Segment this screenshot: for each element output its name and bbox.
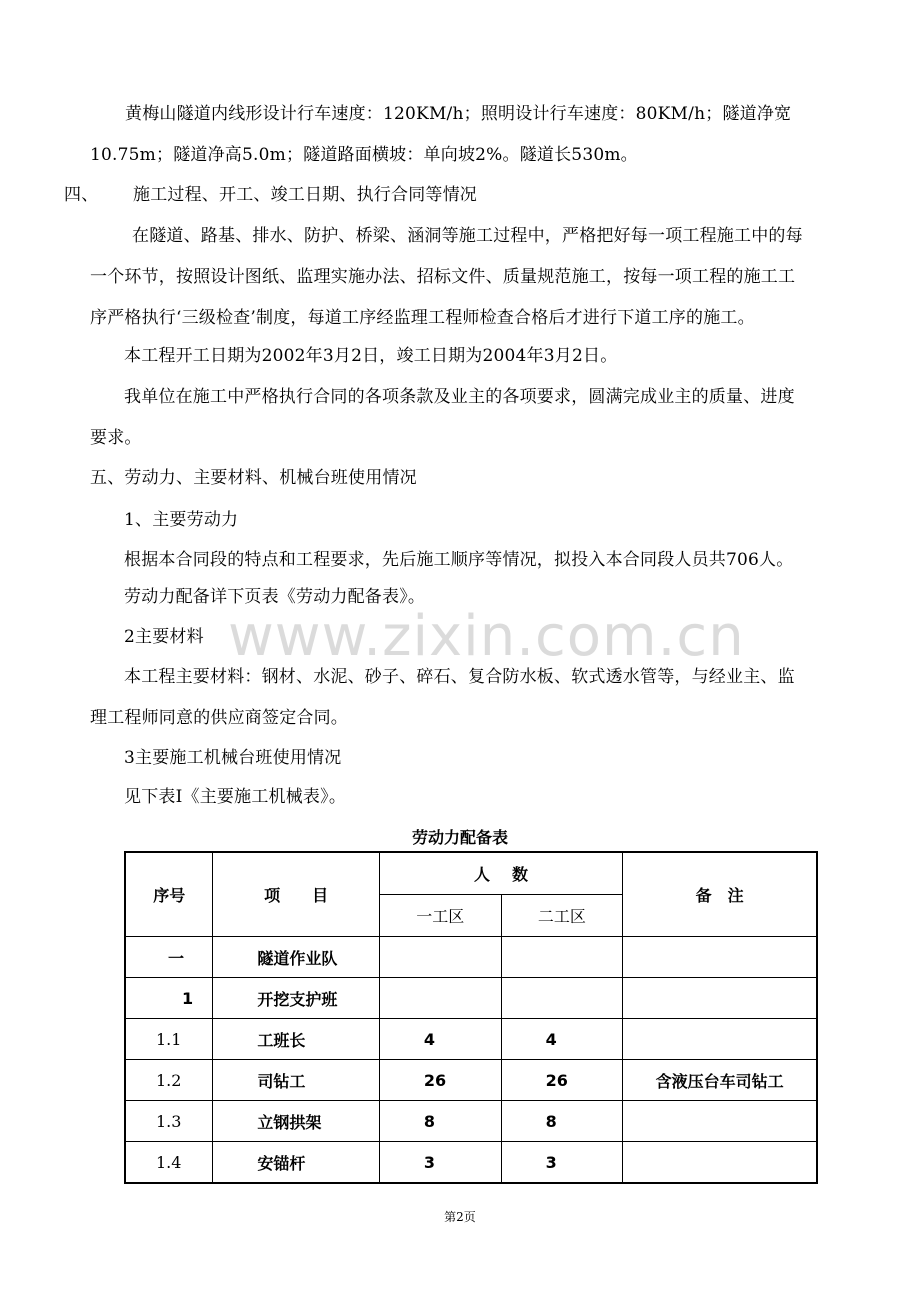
row-zone2: 3 (501, 1142, 623, 1184)
paragraph-line: 我单位在施工中严格执行合同的各项条款及业主的各项要求，圆满完成业主的质量、进度 (124, 387, 795, 407)
row-zone2 (501, 937, 623, 978)
paragraph-line: 见下表Ⅰ《主要施工机械表》。 (124, 787, 347, 807)
labor-allocation-table (124, 851, 818, 1184)
row-zone1: 26 (379, 1060, 501, 1101)
subsection-heading: 3主要施工机械台班使用情况 (124, 748, 342, 768)
header-note: 备 注 (623, 852, 817, 937)
row-zone1 (379, 937, 501, 978)
paragraph-line: 序严格执行‘三级检查’制度，每道工序经监理工程师检查合格后才进行下道工序的施工。 (90, 308, 755, 328)
row-no: 1.1 (125, 1019, 213, 1060)
page-number: 第2页 (444, 1210, 476, 1224)
table-header-row (125, 852, 817, 895)
header-zone2: 二工区 (501, 895, 623, 937)
row-note: 含液压台车司钻工 (623, 1060, 817, 1101)
row-zone1: 8 (379, 1101, 501, 1142)
table-title: 劳动力配备表 (411, 828, 508, 847)
table-row (125, 1101, 817, 1142)
paragraph-line: 劳动力配备详下页表《劳动力配备表》。 (124, 587, 426, 607)
row-zone1 (379, 978, 501, 1019)
subsection-heading: 2主要材料 (124, 627, 204, 647)
row-note (623, 1019, 817, 1060)
header-no: 序号 (125, 852, 213, 937)
row-zone1: 4 (379, 1019, 501, 1060)
header-count: 人数 (379, 852, 622, 895)
watermark: www.zixin.com.cn (228, 604, 745, 669)
paragraph-line: 本工程主要材料：钢材、水泥、砂子、碎石、复合防水板、软式透水管等，与经业主、监 (124, 667, 795, 687)
header-zone1: 一工区 (379, 895, 501, 937)
row-zone2: 26 (501, 1060, 623, 1101)
row-note (623, 937, 817, 978)
section-number: 四、 (64, 185, 99, 205)
row-zone2: 4 (501, 1019, 623, 1060)
table-row (125, 1060, 817, 1101)
row-item: 司钻工 (213, 1060, 379, 1101)
row-no: 1.4 (125, 1142, 213, 1184)
row-zone2 (501, 978, 623, 1019)
table-row (125, 978, 817, 1019)
table-row (125, 1019, 817, 1060)
paragraph-line: 根据本合同段的特点和工程要求，先后施工顺序等情况，拟投入本合同段人员共706人。 (124, 550, 794, 570)
row-note (623, 1142, 817, 1184)
paragraph-line: 10.75m；隧道净高5.0m；隧道路面横坡：单向坡2%。隧道长530m。 (90, 145, 638, 165)
row-no: 1 (125, 978, 213, 1019)
section-heading: 施工过程、开工、竣工日期、执行合同等情况 (133, 185, 477, 205)
paragraph-line: 在隧道、路基、排水、防护、桥梁、涵洞等施工过程中，严格把好每一项工程施工中的每 (132, 226, 803, 246)
paragraph-line: 理工程师同意的供应商签定合同。 (90, 708, 348, 728)
section-heading: 五、劳动力、主要材料、机械台班使用情况 (90, 468, 417, 488)
paragraph-line: 要求。 (90, 428, 142, 448)
row-zone2: 8 (501, 1101, 623, 1142)
row-zone1: 3 (379, 1142, 501, 1184)
row-item: 安锚杆 (213, 1142, 379, 1184)
table-row (125, 937, 817, 978)
row-item: 开挖支护班 (213, 978, 379, 1019)
row-item: 隧道作业队 (213, 937, 379, 978)
row-item: 工班长 (213, 1019, 379, 1060)
row-no: 一 (125, 937, 213, 978)
row-no: 1.2 (125, 1060, 213, 1101)
table-row (125, 1142, 817, 1184)
subsection-heading: 1、主要劳动力 (124, 510, 239, 530)
row-no: 1.3 (125, 1101, 213, 1142)
paragraph-line: 一个环节，按照设计图纸、监理实施办法、招标文件、质量规范施工，按每一项工程的施工工 (90, 267, 796, 287)
header-item: 项 目 (213, 852, 379, 937)
row-note (623, 1101, 817, 1142)
paragraph-line: 黄梅山隧道内线形设计行车速度：120KM/h；照明设计行车速度：80KM/h；隧道净宽 (125, 104, 792, 124)
row-item: 立钢拱架 (213, 1101, 379, 1142)
row-note (623, 978, 817, 1019)
paragraph-line: 本工程开工日期为2002年3月2日，竣工日期为2004年3月2日。 (124, 346, 618, 366)
